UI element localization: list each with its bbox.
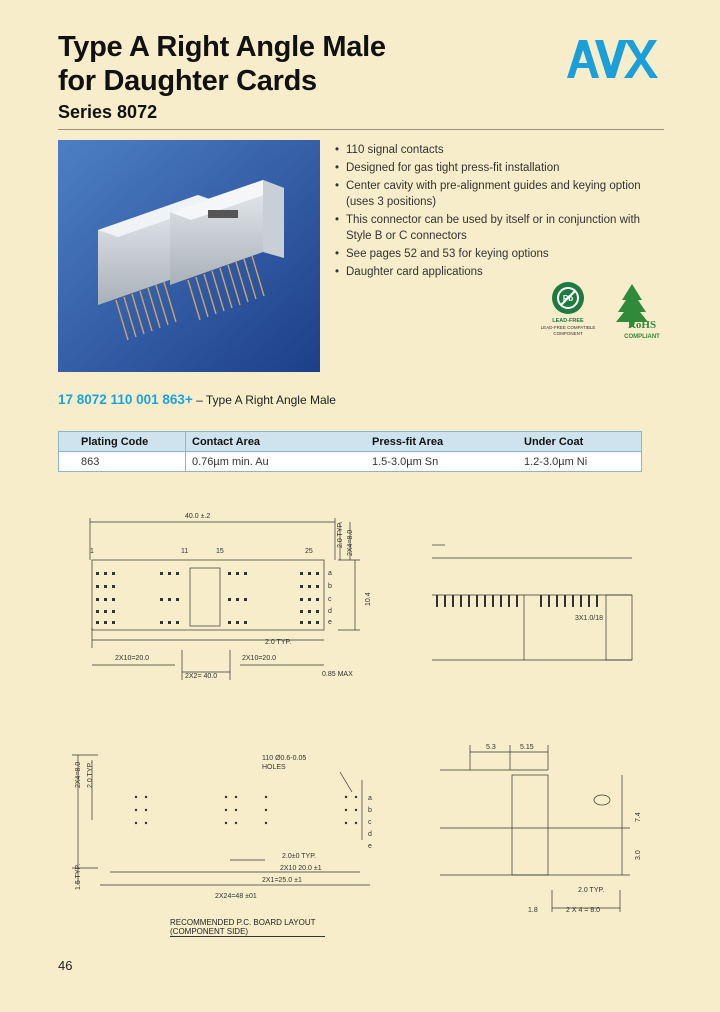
section-dim-bottom-1: 1.8	[528, 907, 538, 914]
feature-item: • See pages 52 and 53 for keying options	[335, 246, 655, 262]
pcb-row-c: c	[368, 819, 372, 826]
pcb-dim-2: 2.0 TYP.	[87, 761, 94, 788]
rohs-subtitle: COMPLIANT	[624, 334, 660, 340]
lead-free-subtitle-1: LEAD-FREE COMPATIBLE	[540, 325, 596, 330]
holes-label: HOLES	[262, 764, 286, 771]
dim-overall: 40.0 ±.2	[185, 513, 211, 520]
dim-height: 10.4	[365, 592, 372, 606]
page-number: 46	[58, 958, 73, 973]
lead-free-subtitle-2: COMPONENT	[553, 331, 583, 336]
caption-line-1: RECOMMENDED P.C. BOARD LAYOUT	[170, 918, 316, 927]
pcb-row-d: d	[368, 831, 372, 838]
feature-item: • 110 signal contacts	[335, 142, 655, 158]
row-a: a	[328, 570, 332, 577]
section-pitch: 2.0 TYP.	[578, 887, 605, 894]
holes-spec: 110 Ø0.6-0.05	[262, 755, 307, 762]
header-plating-code: Plating Code	[59, 432, 186, 452]
header-press-fit-area: Press-fit Area	[366, 432, 518, 452]
pin-number-11: 11	[181, 548, 189, 555]
part-number: 17 8072 110 001 863+	[58, 392, 193, 407]
lead-free-symbol: Pb	[562, 294, 574, 303]
row-d: d	[328, 608, 332, 615]
contact-grid-left	[96, 572, 179, 624]
section-dim-right-2: 3.0	[635, 850, 642, 860]
pcb-dim-1: 2X4=8.0	[75, 761, 82, 788]
pcb-row-b: b	[368, 807, 372, 814]
pin-comb	[436, 595, 598, 607]
rohs-title: RoHS	[627, 319, 657, 331]
pcb-span-1: 2X10 20.0 ±1	[280, 865, 322, 872]
feature-item: • This connector can be used by itself or in conjunction with Style B or C connectors	[335, 212, 655, 244]
section-dim-2: 5.15	[520, 744, 534, 751]
lead-free-title: LEAD-FREE	[552, 318, 584, 324]
feature-item: • Daughter card applications	[335, 264, 655, 280]
caption-line-2: (COMPONENT SIDE)	[170, 927, 249, 936]
pcb-row-a: a	[368, 795, 372, 802]
row-b: b	[328, 583, 332, 590]
pin-number-1: 1	[90, 548, 94, 555]
row-c: c	[328, 596, 332, 603]
header-under-coat: Under Coat	[518, 432, 642, 452]
pcb-layout-caption	[170, 918, 316, 936]
side-view-label: 3X1.0/18	[575, 615, 604, 622]
series-label: Series 8072	[58, 102, 158, 122]
section-dim-1: 5.3	[486, 744, 496, 751]
cell-contact-area: 0.76µm min. Au	[186, 452, 367, 472]
pin-number-25: 25	[305, 548, 313, 555]
title-line-2: for Daughter Cards	[58, 65, 317, 97]
title-line-1: Type A Right Angle Male	[58, 31, 386, 63]
pcb-layout-drawing	[72, 755, 370, 885]
row-e: e	[328, 619, 332, 626]
dim-right-1: 2.0 TYP.	[337, 521, 344, 548]
dim-pitch: 2.0 TYP.	[265, 639, 292, 646]
header-contact-area: Contact Area	[186, 432, 367, 452]
pcb-span-3: 2X24=48 ±01	[215, 893, 257, 900]
contact-grid-right	[228, 572, 319, 624]
dim-thickness: 0.85 MAX	[322, 671, 353, 678]
dim-center: 2X2= 40.0	[185, 673, 218, 680]
feature-item: • Center cavity with pre-alignment guides and keying option (uses 3 positions)	[335, 178, 655, 210]
pcb-row-e: e	[368, 843, 372, 850]
pcb-span-2: 2X1=25.0 ±1	[262, 877, 302, 884]
feature-item: • Designed for gas tight press-fit installation	[335, 160, 655, 176]
dim-group-left: 2X10=20.0	[115, 655, 150, 662]
cell-plating-code: 863	[59, 452, 186, 472]
pin-number-15: 15	[216, 548, 224, 555]
hole-pattern	[135, 796, 357, 824]
pcb-pitch: 2.0±0 TYP.	[282, 853, 316, 860]
dim-right-2: 2X4=8.0	[347, 529, 354, 556]
part-description: – Type A Right Angle Male	[192, 393, 336, 407]
section-dim-bottom-2: 2 X 4 = 8.0	[566, 907, 601, 914]
cell-under-coat: 1.2-3.0µm Ni	[518, 452, 642, 472]
section-dim-right: 7.4	[635, 812, 642, 822]
dim-group-right: 2X10=20.0	[242, 655, 277, 662]
pcb-dim-bottom: 1.5 TYP.	[75, 863, 82, 890]
cell-press-fit-area: 1.5-3.0µm Sn	[366, 452, 518, 472]
